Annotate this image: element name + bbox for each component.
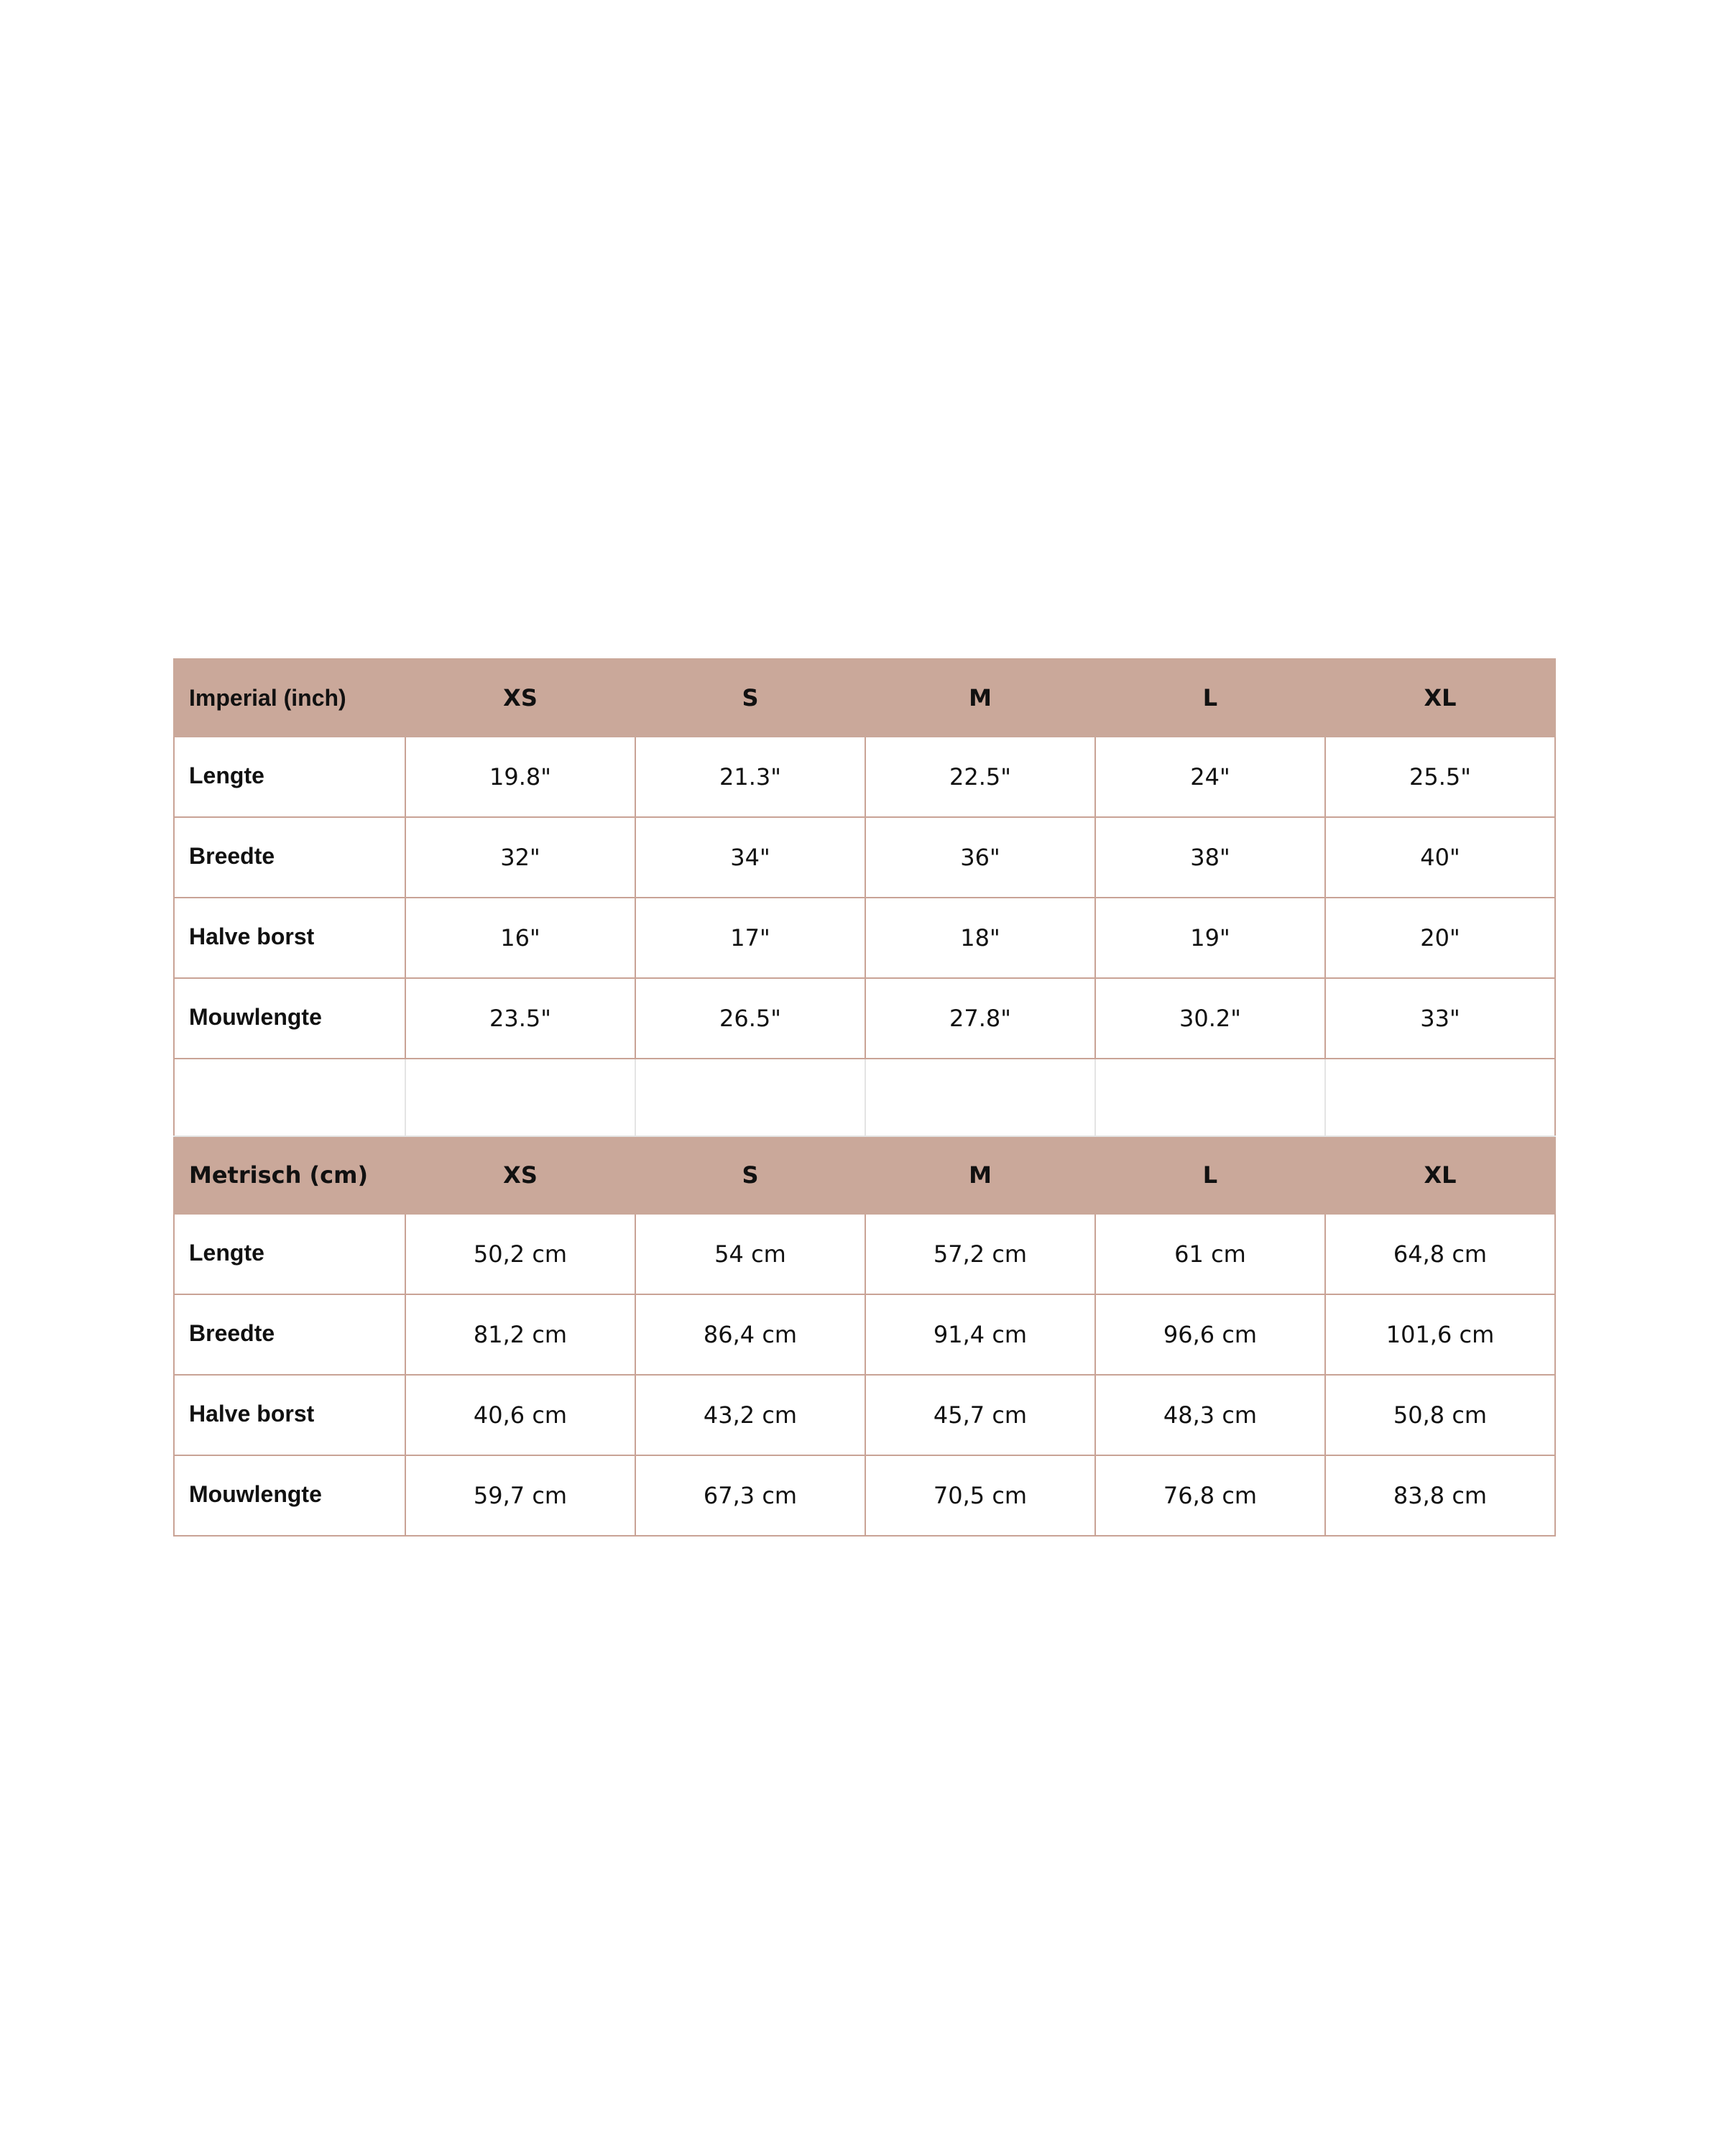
table-cell: 38" <box>1095 817 1325 898</box>
table-cell: 19" <box>1095 898 1325 978</box>
row-label: Lengte <box>174 1214 405 1294</box>
table-cell: 18" <box>865 898 1095 978</box>
table-cell: 21.3" <box>635 737 865 817</box>
table-cell: 50,2 cm <box>405 1214 635 1294</box>
table-cell: 32" <box>405 817 635 898</box>
row-label: Breedte <box>174 817 405 898</box>
table-row <box>174 1294 1555 1375</box>
empty-cell <box>635 1059 865 1136</box>
size-header-xs: XS <box>405 659 635 737</box>
table-cell: 24" <box>1095 737 1325 817</box>
empty-cell <box>865 1059 1095 1136</box>
table-row <box>174 978 1555 1059</box>
table-row <box>174 817 1555 898</box>
table-cell: 30.2" <box>1095 978 1325 1059</box>
imperial-header-row <box>174 659 1555 737</box>
size-header-xl: XL <box>1325 1136 1555 1214</box>
table-cell: 61 cm <box>1095 1214 1325 1294</box>
spacer-row <box>174 1059 1555 1136</box>
row-label: Breedte <box>174 1294 405 1375</box>
size-header-m: M <box>865 659 1095 737</box>
table-cell: 91,4 cm <box>865 1294 1095 1375</box>
table-cell: 40" <box>1325 817 1555 898</box>
empty-cell <box>1095 1059 1325 1136</box>
table-row <box>174 898 1555 978</box>
size-header-s: S <box>635 1136 865 1214</box>
metric-header-row <box>174 1136 1555 1214</box>
row-label: Mouwlengte <box>174 1455 405 1536</box>
row-label: Lengte <box>174 737 405 817</box>
table-cell: 34" <box>635 817 865 898</box>
table-cell: 57,2 cm <box>865 1214 1095 1294</box>
size-header-xs: XS <box>405 1136 635 1214</box>
row-label: Mouwlengte <box>174 978 405 1059</box>
table-cell: 67,3 cm <box>635 1455 865 1536</box>
size-chart-table <box>173 658 1556 1537</box>
table-cell: 76,8 cm <box>1095 1455 1325 1536</box>
table-cell: 70,5 cm <box>865 1455 1095 1536</box>
table-cell: 40,6 cm <box>405 1375 635 1455</box>
table-cell: 20" <box>1325 898 1555 978</box>
table-cell: 36" <box>865 817 1095 898</box>
table-cell: 22.5" <box>865 737 1095 817</box>
table-cell: 25.5" <box>1325 737 1555 817</box>
row-label: Halve borst <box>174 898 405 978</box>
table-cell: 86,4 cm <box>635 1294 865 1375</box>
table-cell: 23.5" <box>405 978 635 1059</box>
table-cell: 64,8 cm <box>1325 1214 1555 1294</box>
size-header-l: L <box>1095 659 1325 737</box>
table-cell: 19.8" <box>405 737 635 817</box>
table-row <box>174 1455 1555 1536</box>
table-cell: 27.8" <box>865 978 1095 1059</box>
imperial-title: Imperial (inch) <box>174 659 405 737</box>
table-cell: 101,6 cm <box>1325 1294 1555 1375</box>
table-cell: 33" <box>1325 978 1555 1059</box>
table-cell: 83,8 cm <box>1325 1455 1555 1536</box>
table-cell: 50,8 cm <box>1325 1375 1555 1455</box>
table-cell: 59,7 cm <box>405 1455 635 1536</box>
table-cell: 17" <box>635 898 865 978</box>
table-cell: 16" <box>405 898 635 978</box>
table-row <box>174 1214 1555 1294</box>
table-cell: 96,6 cm <box>1095 1294 1325 1375</box>
size-header-s: S <box>635 659 865 737</box>
table-row <box>174 1375 1555 1455</box>
table-cell: 43,2 cm <box>635 1375 865 1455</box>
size-header-xl: XL <box>1325 659 1555 737</box>
size-header-l: L <box>1095 1136 1325 1214</box>
table-cell: 48,3 cm <box>1095 1375 1325 1455</box>
table-cell: 81,2 cm <box>405 1294 635 1375</box>
table-cell: 54 cm <box>635 1214 865 1294</box>
size-header-m: M <box>865 1136 1095 1214</box>
empty-cell <box>405 1059 635 1136</box>
empty-cell <box>1325 1059 1555 1136</box>
row-label: Halve borst <box>174 1375 405 1455</box>
table-cell: 26.5" <box>635 978 865 1059</box>
table-cell: 45,7 cm <box>865 1375 1095 1455</box>
metric-title: Metrisch (cm) <box>174 1136 405 1214</box>
table-row <box>174 737 1555 817</box>
empty-cell <box>174 1059 405 1136</box>
